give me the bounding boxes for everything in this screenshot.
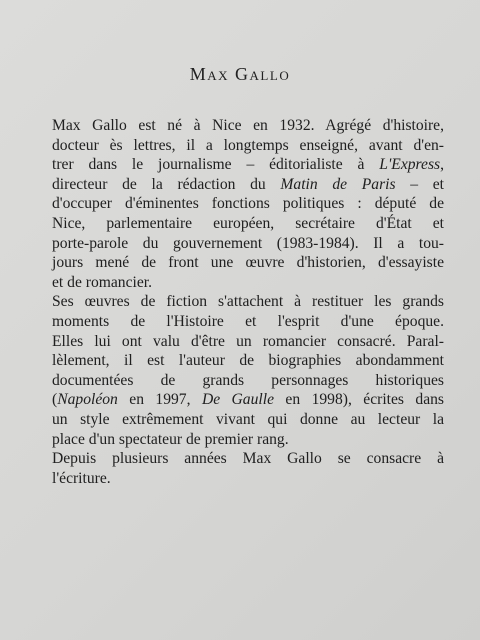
text-run: docteur ès lettres, il a longtemps enseigné, avant d'en- [52, 136, 444, 154]
text-run: – et [395, 175, 444, 193]
text-run: porte-parole du gouvernement (1983-1984). Il a tou- [52, 234, 444, 252]
text-run: et de romancier. [52, 273, 153, 291]
text-line [52, 273, 444, 293]
text-run: directeur de la rédaction du [52, 175, 281, 193]
text-run: Nice, parlementaire européen, secrétaire d'État et [52, 214, 444, 232]
text-line [52, 253, 444, 273]
italic-title-text: De Gaulle [201, 391, 274, 409]
text-line [52, 430, 444, 450]
text-run: jours mené de front une œuvre d'historien, d'essayiste [52, 254, 444, 272]
text-line [52, 410, 444, 430]
text-run: Ses œuvres de fiction s'attachent à restituer les grands [52, 293, 444, 311]
biography-paragraph [52, 292, 444, 449]
text-run: documentées de grands personnages historiques [52, 371, 444, 389]
text-line [52, 449, 444, 469]
text-run: Max Gallo est né à Nice en 1932. Agrégé d'histoire, [52, 117, 444, 134]
text-run: , [440, 156, 444, 174]
italic-title-text: Matin de Paris [280, 175, 396, 193]
text-run: en 1997, [117, 391, 202, 409]
text-run: Elles lui ont valu d'être un romancier consacré. Paral- [52, 332, 444, 350]
italic-title-text: L'Express [379, 156, 441, 174]
biography-paragraph [52, 449, 444, 488]
author-biography [52, 116, 444, 488]
text-run: place d'un spectateur de premier rang. [52, 430, 289, 448]
text-run: d'occuper d'éminentes fonctions politiques : député de [52, 195, 444, 213]
text-line [52, 371, 444, 391]
text-line [52, 214, 444, 234]
text-run: lèlement, il est l'auteur de biographies abondamment [52, 352, 444, 370]
text-line [52, 332, 444, 352]
text-run: un style extrêmement vivant qui donne au lecteur la [52, 410, 444, 428]
text-run: Depuis plusieurs années Max Gallo se consacre à [52, 450, 444, 468]
text-line [52, 155, 444, 175]
text-line [52, 351, 444, 371]
text-line [52, 175, 444, 195]
text-line [52, 469, 444, 489]
biography-paragraph [52, 116, 444, 292]
text-line [52, 136, 444, 156]
author-title: Max Gallo [189, 64, 291, 84]
text-line [52, 234, 444, 254]
text-run: en 1998), écrites dans [274, 391, 444, 409]
italic-title-text: Napoléon [57, 391, 118, 409]
text-run: trer dans le journalisme – éditorialiste à [52, 156, 380, 174]
text-line [52, 390, 444, 410]
text-line [52, 194, 444, 214]
text-line [52, 312, 444, 332]
text-run: ( [52, 391, 58, 409]
text-run: moments de l'Histoire et l'esprit d'une époque. [52, 312, 444, 330]
text-run: l'écriture. [52, 469, 111, 487]
text-line [52, 292, 444, 312]
text-line [52, 116, 444, 136]
